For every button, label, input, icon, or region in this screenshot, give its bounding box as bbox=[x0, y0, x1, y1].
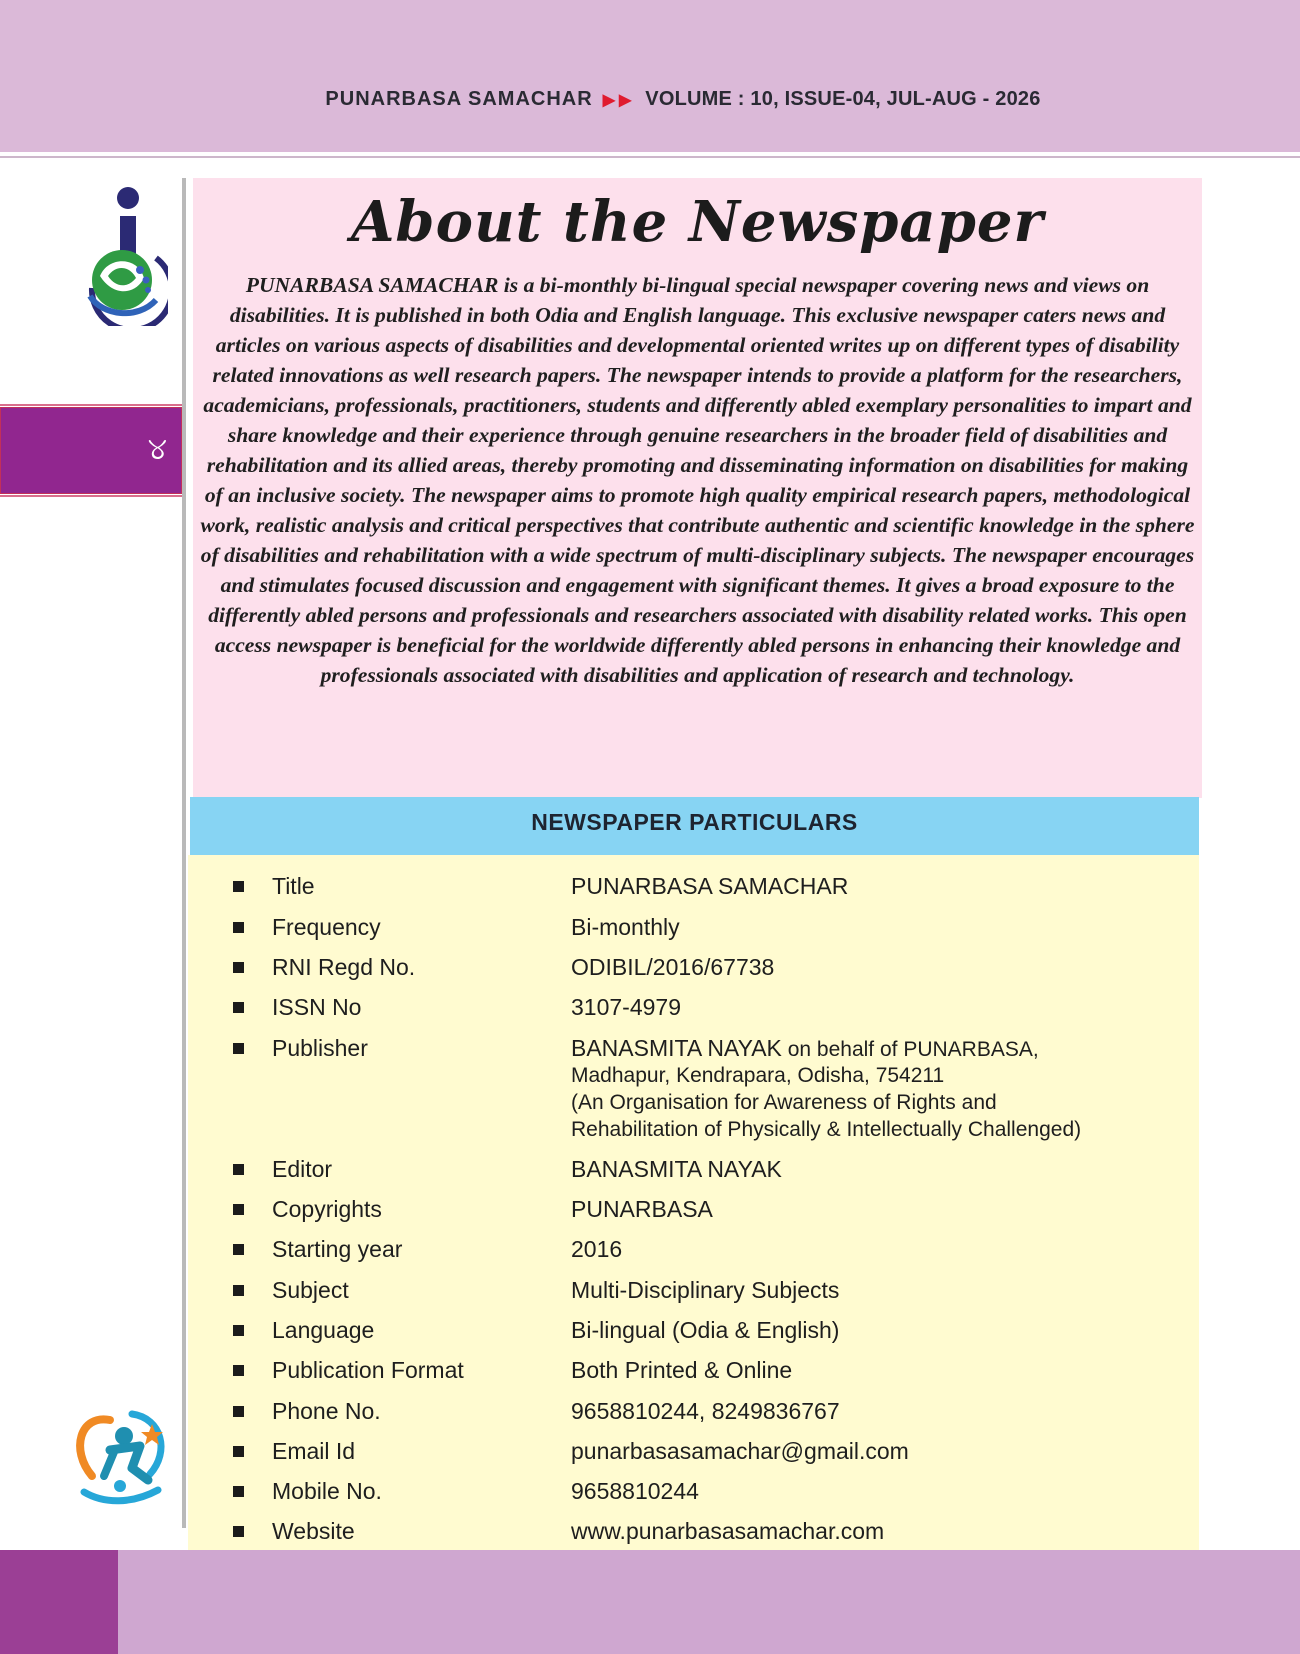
item-value: 3107-4979 bbox=[571, 994, 681, 1020]
item-value: 2016 bbox=[571, 1236, 623, 1262]
page-tab-rule-bottom bbox=[0, 495, 182, 497]
item-label: Website bbox=[272, 1518, 355, 1544]
item-label: Publisher bbox=[272, 1035, 368, 1061]
page-tab-rule-top bbox=[0, 404, 182, 406]
item-value: 9658810244 bbox=[571, 1478, 699, 1504]
about-title: About the Newspaper bbox=[350, 189, 1045, 255]
header-band bbox=[0, 0, 1300, 152]
email-link[interactable]: punarbasasamachar@gmail.com bbox=[571, 1438, 909, 1464]
running-header bbox=[0, 88, 1300, 111]
item-value: Multi-Disciplinary Subjects bbox=[571, 1277, 840, 1303]
header-divider bbox=[0, 156, 1300, 158]
header-arrows-icon: ▶▶ bbox=[602, 92, 636, 109]
item-label: Editor bbox=[272, 1156, 333, 1182]
item-value: Bi-lingual (Odia & English) bbox=[571, 1317, 840, 1343]
publisher-organisation-line2: Rehabilitation of Physically & Intellectually Challenged) bbox=[571, 1118, 1082, 1141]
item-label: Email Id bbox=[272, 1438, 356, 1464]
square-bullet-icon bbox=[233, 1406, 244, 1417]
item-value: Bi-monthly bbox=[571, 914, 680, 940]
item-value: PUNARBASA bbox=[571, 1196, 713, 1222]
footer-accent-block bbox=[0, 1550, 118, 1654]
square-bullet-icon bbox=[233, 1164, 244, 1175]
item-label: RNI Regd No. bbox=[272, 954, 416, 980]
square-bullet-icon bbox=[233, 881, 244, 892]
square-bullet-icon bbox=[233, 1526, 244, 1537]
square-bullet-icon bbox=[233, 1204, 244, 1215]
square-bullet-icon bbox=[233, 1002, 244, 1013]
publisher-organisation-line1: (An Organisation for Awareness of Rights and bbox=[571, 1091, 997, 1114]
item-label: ISSN No bbox=[272, 994, 362, 1020]
item-label: Phone No. bbox=[272, 1398, 381, 1424]
item-value: ODIBIL/2016/67738 bbox=[571, 954, 775, 980]
item-value: BANASMITA NAYAK bbox=[571, 1156, 782, 1182]
about-section bbox=[193, 178, 1202, 798]
square-bullet-icon bbox=[233, 922, 244, 933]
item-label: Starting year bbox=[272, 1236, 403, 1262]
square-bullet-icon bbox=[233, 1043, 244, 1054]
square-bullet-icon bbox=[233, 1285, 244, 1296]
vertical-divider bbox=[182, 178, 186, 1528]
footer-band bbox=[0, 1550, 1300, 1654]
particulars-list bbox=[188, 855, 1199, 1595]
square-bullet-icon bbox=[233, 1486, 244, 1497]
publisher-name: BANASMITA NAYAK bbox=[571, 1035, 782, 1061]
item-value: PUNARBASA SAMACHAR bbox=[571, 873, 849, 899]
page-number: ୪ bbox=[147, 432, 167, 467]
rehabilitation-figures-logo-icon bbox=[70, 1404, 174, 1514]
wheelchair-leaf-logo-icon bbox=[78, 184, 168, 326]
square-bullet-icon bbox=[233, 962, 244, 973]
item-value bbox=[571, 1035, 1039, 1063]
item-label: Publication Format bbox=[272, 1357, 464, 1383]
item-label: Frequency bbox=[272, 914, 381, 940]
about-body: PUNARBASA SAMACHAR is a bi-monthly bi-lingual special newspaper covering news and views on disabilities. It is published in both Odia and English language. This exclusive newspaper caters news and articles on various aspects of disabilities and developmental oriented writes up on different types of disability related innovations as well research papers. The newspaper intends to provide a platform for the researchers, academicians, professionals, practitioners, students and differently abled exemplary personalities to impart and share knowledge and their experience through genuine researchers in the broader field of disabilities and rehabilitation and its allied areas, thereby promoting and disseminating information on disabilities for making of an inclusive society. The newspaper aims to promote high quality empirical research papers, methodological work, realistic analysis and critical perspectives that contribute authentic and scientific knowledge in the sphere of disabilities and rehabilitation with a wide spectrum of multi-disciplinary subjects. The newspaper encourages and stimulates focused discussion and engagement with significant themes. It gives a broad exposure to the differently abled persons and professionals and researchers associated with disability related works. This open access newspaper is beneficial for the worldwide differently abled persons in enhancing their knowledge and professionals associated with disabilities and application of research and technology. bbox=[200, 273, 1195, 687]
item-label: Copyrights bbox=[272, 1196, 382, 1222]
item-label: Mobile No. bbox=[272, 1478, 382, 1504]
square-bullet-icon bbox=[233, 1325, 244, 1336]
header-publication: PUNARBASA SAMACHAR bbox=[325, 88, 593, 110]
square-bullet-icon bbox=[233, 1365, 244, 1376]
item-label: Subject bbox=[272, 1277, 349, 1303]
item-label: Title bbox=[272, 873, 315, 899]
item-value: 9658810244, 8249836767 bbox=[571, 1398, 840, 1424]
square-bullet-icon bbox=[233, 1244, 244, 1255]
publisher-on-behalf: on behalf of PUNARBASA, bbox=[781, 1038, 1039, 1061]
publisher-address: Madhapur, Kendrapara, Odisha, 754211 bbox=[571, 1064, 945, 1087]
website-link[interactable]: www.punarbasasamachar.com bbox=[571, 1518, 885, 1544]
square-bullet-icon bbox=[233, 1446, 244, 1457]
item-value: Both Printed & Online bbox=[571, 1357, 793, 1383]
page-number-tab bbox=[0, 407, 182, 494]
header-volume: VOLUME : 10, ISSUE-04, JUL-AUG - 2026 bbox=[645, 88, 1041, 110]
item-label: Language bbox=[272, 1317, 375, 1343]
particulars-heading: NEWSPAPER PARTICULARS bbox=[190, 797, 1199, 855]
